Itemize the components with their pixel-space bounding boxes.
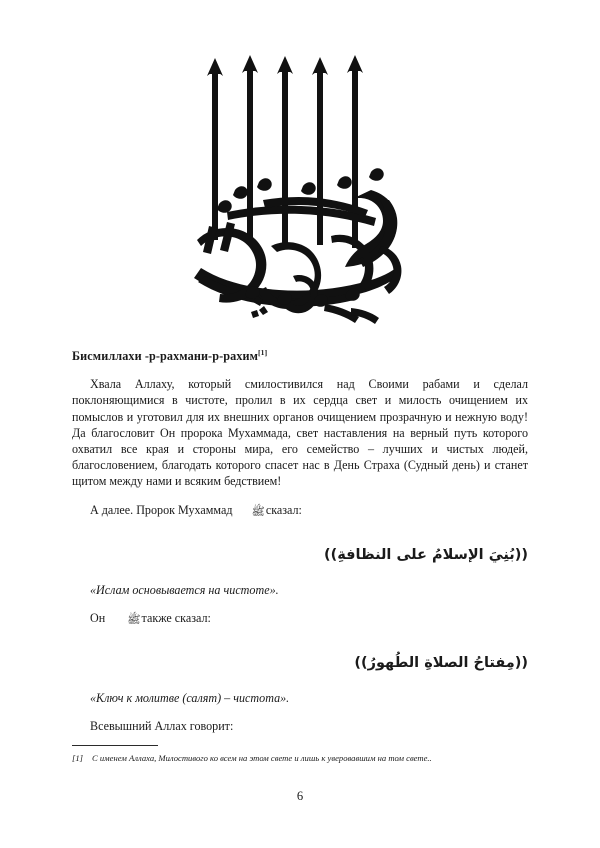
hadith-translation-2: «Ключ к молитве (салят) – чистота».	[90, 691, 290, 706]
bismillah-calligraphy	[0, 40, 600, 332]
hadith-intro-2-suffix: также сказал:	[141, 611, 211, 626]
quran-intro-line: Всевышний Аллах говорит:	[90, 719, 234, 734]
spacer	[72, 531, 528, 542]
footnote-marker: [1]	[72, 753, 83, 763]
footnote-reference[interactable]: [1]	[258, 347, 268, 357]
footnote-item	[72, 752, 534, 764]
hadith-translation-1: «Ислам основывается на чистоте».	[90, 582, 279, 597]
footnote-separator	[72, 745, 158, 746]
hadith-intro-2-prefix: Он	[90, 611, 106, 626]
section-heading-text: Бисмиллахи -р-рахмани-р-рахим	[72, 349, 259, 363]
hadith-intro-line	[72, 502, 528, 519]
hadith-intro-line-2	[72, 610, 528, 627]
body-paragraph: Хвала Аллаху, который смилостивился над Своими рабами и сделал поклоняющимися в чистоте, пролил в их сердца свет и милость очищением их помыслов и уготовил для их внешних органов очищением прозрачную и нежную воду! Да благословит Он пророка Мухаммада, свет наставления на верный путь которого охватил все края и стороны мира, его семейство – лучших и чистых людей, благословением, благодать которого спасет нас в День Страха (Судный день) и станет щитом между нами и всяким бедствием!	[72, 377, 528, 489]
page-number: 6	[296, 789, 304, 803]
footnote-text: С именем Аллаха, Милостивого ко всем на этом свете и лишь к уверовавшим на том свете..	[92, 753, 432, 763]
salawat-glyph: ﷺ	[251, 504, 265, 518]
page-title	[72, 349, 528, 364]
arabic-hadith-2: ((مِفتاحُ الصلاةِ الطُهورُ))	[354, 655, 528, 672]
text-column	[72, 349, 528, 747]
hadith-intro-prefix: А далее. Пророк Мухаммад	[90, 502, 233, 517]
hadith-intro-suffix: сказал:	[265, 502, 302, 517]
spacer	[72, 639, 528, 650]
salawat-glyph: ﷺ	[127, 613, 141, 627]
arabic-hadith-1: ((بُنِيَ الإسلامُ على النظافةِ))	[323, 546, 528, 563]
footnote-area	[72, 745, 534, 764]
